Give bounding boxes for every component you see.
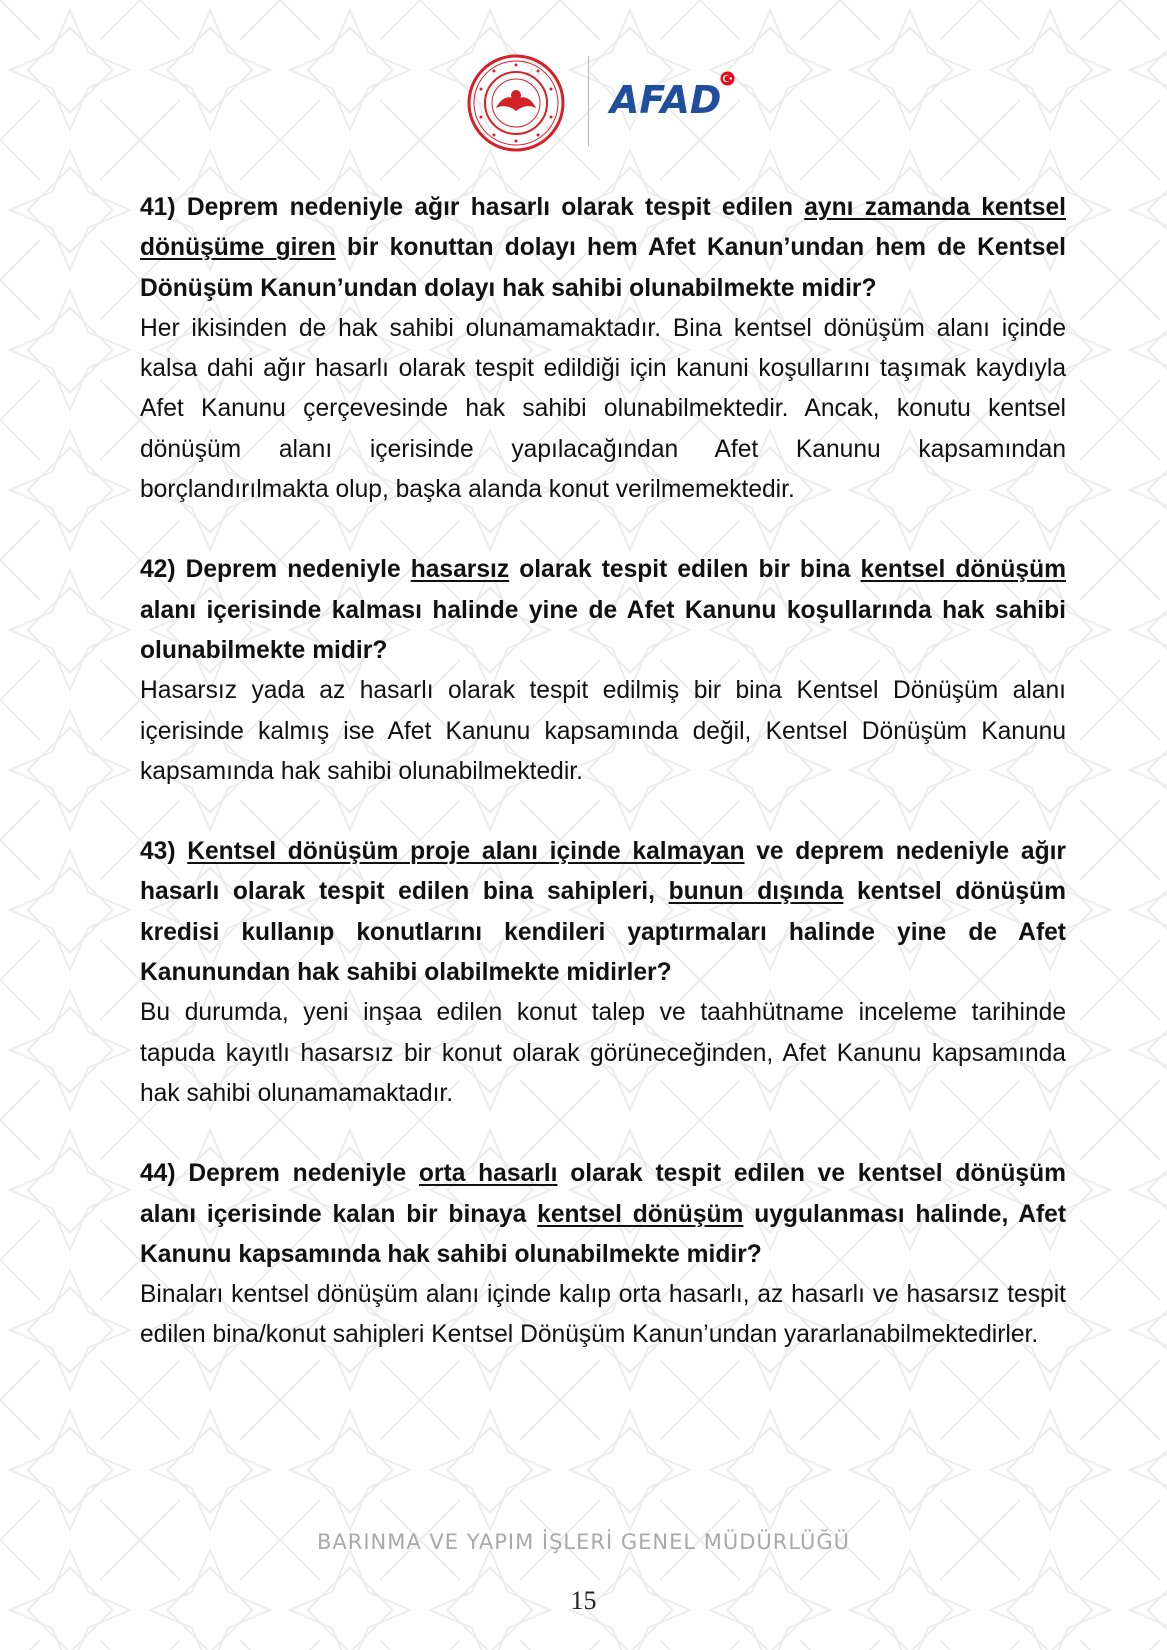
underlined-phrase: aynı zamanda kentsel dönüşüme giren [140, 194, 1067, 262]
question-text: alanı içerisinde kalması halinde yine de Afet Kanunu koşullarında hak sahibi olunabilmekte midir? [140, 596, 1066, 664]
faq-question [140, 832, 1066, 993]
faq-answer: Her ikisinden de hak sahibi olunamamaktadır. Bina kentsel dönüşüm alanı içinde kalsa dahi ağır hasarlı olarak tespit edildiği için kanuni koşullarını taşımak kaydıyla Afet Kanunu çerçevesinde hak sahibi olunabilmektedir. Ancak, konutu kentsel dönüşüm alanı içerisinde yapılacağından Afet Kanunu kapsamından borçlandırılmakta olup, başka alanda konut verilmemektedir. [140, 314, 1066, 504]
faq-item [140, 188, 1066, 510]
afad-logo-text: AFAD [610, 78, 722, 122]
underlined-phrase: hasarsız [410, 556, 510, 584]
afad-logo [610, 68, 740, 128]
ministry-seal-icon [466, 53, 566, 153]
faq-question [140, 1154, 1066, 1275]
page-number: 15 [570, 1586, 597, 1615]
faq-answer: Binaları kentsel dönüşüm alanı içinde kalıp orta hasarlı, az hasarlı ve hasarsız tespit edilen bina/konut sahipleri Kentsel Dönüşüm Kanun’undan yararlanabilmektedirler. [140, 1281, 1066, 1349]
question-text: 43) [140, 838, 188, 866]
turkish-flag-icon [720, 71, 735, 86]
faq-answer: Hasarsız yada az hasarlı olarak tespit edilmiş bir bina Kentsel Dönüşüm alanı içerisinde kalmış ise Afet Kanunu kapsamında değil, Kentsel Dönüşüm Kanunu kapsamında hak sahibi olunabilmektedir. [140, 677, 1066, 785]
footer-department: BARINMA VE YAPIM İŞLERİ GENEL MÜDÜRLÜĞÜ [316, 1530, 851, 1554]
header-divider [588, 56, 589, 146]
underlined-phrase: Kentsel dönüşüm proje alanı içinde kalmayan [187, 838, 745, 866]
faq-question [140, 550, 1066, 671]
question-text: uygulanması halinde, Afet Kanunu kapsamında hak sahibi olunabilmekte midir? [140, 1200, 1067, 1268]
question-text: olarak tespit edilen ve kentsel dönüşüm alanı içerisinde kalan bir binaya [140, 1160, 1067, 1228]
faq-answer: Bu durumda, yeni inşaa edilen konut talep ve taahhütname inceleme tarihinde tapuda kayıtlı hasarsız bir konut olarak görüneceğinden, Afet Kanunu kapsamında hak sahibi olunamamaktadır. [140, 999, 1066, 1107]
question-text: 41) Deprem nedeniyle ağır hasarlı olarak tespit edilen [140, 194, 805, 221]
faq-item [140, 550, 1066, 792]
question-text: ve deprem nedeniyle ağır hasarlı olarak tespit edilen bina sahipleri, [140, 838, 1066, 906]
question-text: bir konuttan dolayı hem Afet Kanun’undan hem de Kentsel Dönüşüm Kanun’undan dolayı hak sahibi olunabilmekte midir? [140, 234, 1066, 302]
underlined-phrase: kentsel dönüşüm [537, 1200, 744, 1228]
page-header [0, 50, 1167, 150]
question-text: olarak tespit edilen bir bina [509, 556, 861, 584]
question-text: 44) Deprem nedeniyle [140, 1160, 419, 1188]
faq-item [140, 1154, 1066, 1355]
underlined-phrase: kentsel dönüşüm [860, 556, 1066, 584]
question-text: 42) Deprem nedeniyle [140, 556, 411, 584]
underlined-phrase: orta hasarlı [418, 1160, 558, 1188]
question-text: kentsel dönüşüm kredisi kullanıp konutlarını kendileri yaptırmaları halinde yine de Afet Kanunundan hak sahibi olabilmekte midirler? [140, 878, 1066, 987]
faq-question [140, 188, 1066, 309]
faq-item [140, 832, 1066, 1114]
underlined-phrase: bunun dışında [668, 878, 844, 906]
faq-content [140, 188, 1066, 1396]
